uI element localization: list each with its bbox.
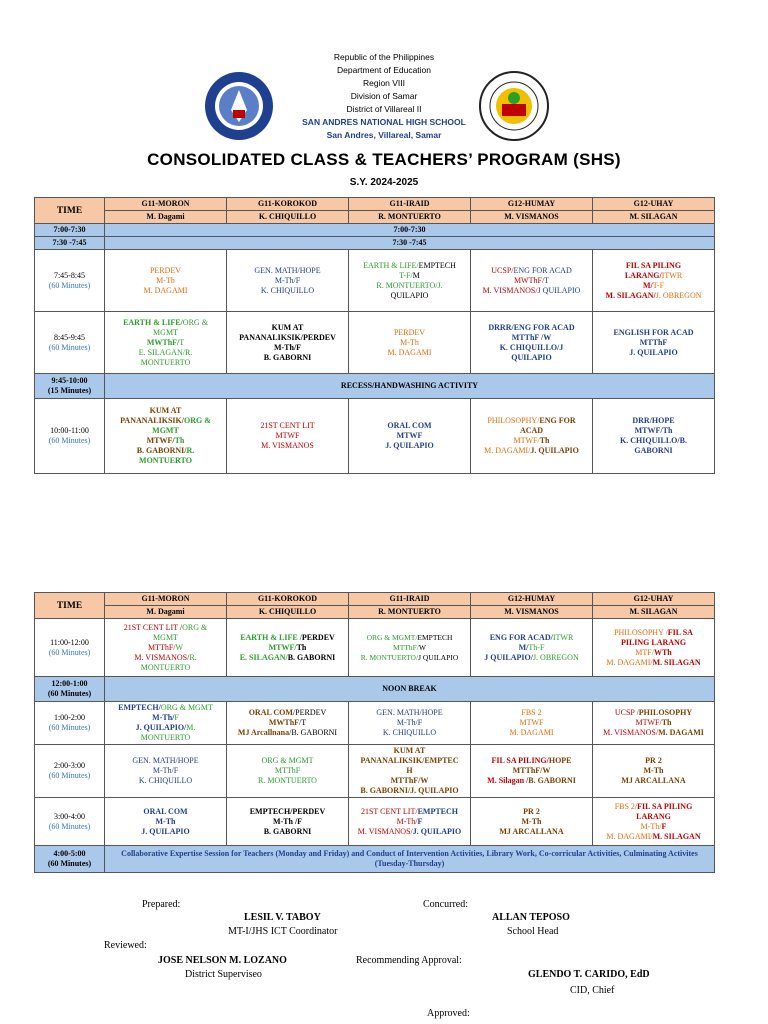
subject: FIL SA PILING — [625, 260, 682, 270]
teacher: M. VISMANOS/ — [357, 826, 413, 836]
days: Th — [539, 436, 550, 445]
teacher: R. — [186, 446, 195, 455]
days: T — [179, 337, 185, 347]
class-cell — [105, 619, 227, 677]
time-label: 4:00-5:00 — [53, 849, 86, 858]
teacher: GABORNI — [634, 446, 673, 455]
subject: PERDEV — [149, 265, 182, 275]
days: MTWF — [275, 431, 300, 440]
days: WTh — [653, 647, 672, 657]
time-cell — [35, 846, 105, 873]
subject: PHILOSOPHY/ — [487, 416, 540, 425]
subject: ORG & MGMT — [261, 756, 314, 765]
class-cell — [593, 702, 715, 745]
time-label: 3:00-4:00 — [53, 811, 86, 821]
reviewed-label: Reviewed: — [104, 940, 147, 951]
subject: EARTH & LIFE/ — [123, 317, 183, 327]
subject: ORG & — [183, 416, 211, 425]
subject: HOPE — [548, 756, 572, 765]
days: Th — [296, 642, 307, 652]
subject: ITWR — [552, 632, 574, 642]
teacher: M. VISMANOS/ — [134, 652, 190, 662]
header-line-3: Region VIII — [362, 78, 406, 88]
days: M-Th/F — [152, 766, 179, 775]
concurred-title: School Head — [507, 926, 559, 937]
class-cell — [349, 702, 471, 745]
class-cell — [471, 798, 593, 846]
teacher: K. CHIQUILLO/B. — [620, 436, 687, 445]
duration-label: (60 Minutes) — [48, 723, 91, 732]
days: MTThF/ — [147, 642, 176, 652]
teacher: MJ ARCALLANA — [499, 826, 564, 836]
class-cell — [593, 745, 715, 798]
time-cell: 7:00-7:30 — [35, 224, 105, 237]
section-header: G12-HUMAY — [471, 198, 593, 211]
days: MTWF — [396, 431, 423, 440]
days: MTThF/ — [393, 642, 419, 652]
time-cell — [35, 745, 105, 798]
class-cell — [105, 399, 227, 474]
teacher: R. MONTUERTO/ — [360, 652, 419, 662]
schedule-table-1 — [34, 197, 715, 474]
subject: MGMT — [153, 327, 178, 337]
subject: DRR/HOPE — [632, 416, 675, 425]
subject: GEN. MATH/HOPE — [376, 708, 443, 717]
duration-label: (60 Minutes) — [47, 689, 92, 698]
teacher: J. QUILAPIO — [141, 826, 190, 836]
time-label: 11:00-12:00 — [50, 637, 89, 647]
time-label: 10:00-11:00 — [50, 426, 89, 435]
class-cell — [105, 745, 227, 798]
teacher: M. SILAGAN — [652, 831, 701, 841]
teacher: R. — [189, 652, 197, 662]
adviser-header: R. MONTUERTO — [349, 606, 471, 619]
teacher: B. GABORNI/J. QUILAPIO — [360, 786, 459, 795]
subject: PANANALIKSIK/PERDEV — [239, 332, 336, 342]
teacher: MONTUERTO — [140, 733, 191, 742]
class-cell — [227, 798, 349, 846]
subject: PANANALIKSIK/ — [120, 416, 184, 425]
class-cell — [227, 312, 349, 374]
section-header: G11-IRAID — [349, 198, 471, 211]
days: M-Th/F — [396, 718, 423, 727]
teacher: E. SILAGAN/ — [138, 347, 185, 357]
teacher: J. QUILAPIO — [412, 826, 462, 836]
days: MTThF/W — [512, 766, 551, 775]
teacher: J QUILAPIO/ — [484, 652, 533, 662]
header-line-1: Republic of the Philippines — [333, 52, 435, 62]
time-label: 1:00-2:00 — [53, 713, 86, 722]
adviser-header: K. CHIQUILLO — [227, 606, 349, 619]
days: M-Th/ — [152, 713, 175, 722]
subject: ENG FOR ACAD — [513, 265, 572, 275]
school-year: S.Y. 2024-2025 — [349, 177, 419, 188]
class-cell — [227, 619, 349, 677]
teacher: QUILAPIO — [511, 352, 552, 362]
teacher: MONTUERTO — [139, 456, 192, 465]
class-cell — [105, 250, 227, 312]
class-cell — [105, 312, 227, 374]
class-cell — [593, 798, 715, 846]
teacher: M. DAGAMI — [509, 728, 554, 737]
class-cell — [471, 312, 593, 374]
duration-label: (60 Minutes) — [48, 436, 91, 445]
adviser-header: K. CHIQUILLO — [227, 211, 349, 224]
days: M-Th/F — [273, 342, 302, 352]
school-address: San Andres, Villareal, Samar — [326, 130, 442, 140]
time-cell — [35, 312, 105, 374]
section-header: G11-MORON — [105, 198, 227, 211]
subject: ORG & MGMT/ — [366, 632, 418, 642]
recommending-name: GLENDO T. CARIDO, EdD — [528, 969, 650, 980]
time-cell — [35, 702, 105, 745]
days: M-Th — [521, 816, 542, 826]
teacher: M. DAGAMI/ — [484, 446, 531, 455]
section-header: G12-HUMAY — [471, 593, 593, 606]
school-name: SAN ANDRES NATIONAL HIGH SCHOOL — [302, 117, 466, 127]
subject: ORG & — [182, 622, 208, 632]
teacher: M. DAGAMI — [658, 728, 704, 737]
adviser-header: M. SILAGAN — [593, 606, 715, 619]
days: Th-F — [528, 642, 545, 652]
days: MTWF/ — [146, 436, 175, 445]
noon-break-cell: NOON BREAK — [105, 677, 715, 702]
days: MTThF/W — [390, 776, 429, 785]
subject: EARTH & LIFE / — [240, 632, 302, 642]
recommending-label: Recommending Approval: — [356, 955, 462, 966]
teacher: R. MONTUERTO — [258, 776, 317, 785]
class-cell — [105, 798, 227, 846]
days: T — [544, 275, 550, 285]
days: MTWF/ — [635, 718, 662, 727]
duration-label: (60 Minutes) — [48, 342, 91, 352]
subject: ENG FOR ACAD/ — [489, 632, 553, 642]
teacher: B. GABORNI/ — [136, 446, 187, 455]
subject: 21ST CENT LIT — [260, 421, 315, 430]
section-header: G12-UHAY — [593, 198, 715, 211]
subject: FIL SA PILING — [637, 801, 693, 811]
subject: LARANG — [636, 811, 671, 821]
subject: PHILOSOPHY — [638, 708, 693, 717]
days: MTWF — [519, 718, 544, 727]
subject: H — [406, 766, 413, 775]
adviser-header: M. SILAGAN — [593, 211, 715, 224]
subject: FIL SA PILING/ — [491, 756, 549, 765]
duration-label: (15 Minutes) — [47, 386, 92, 395]
subject: ENG FOR — [539, 416, 576, 425]
schedule-table-2 — [34, 592, 715, 873]
subject: FBS 2 — [521, 708, 542, 717]
subject: MGMT — [153, 632, 178, 642]
subject: ORAL COM/ — [248, 708, 296, 717]
school-seal-logo — [478, 70, 550, 142]
teacher: M. — [186, 723, 196, 732]
days: T-F/ — [399, 270, 413, 280]
duration-label: (60 Minutes) — [47, 859, 92, 868]
subject: EMPTECH — [417, 632, 453, 642]
teacher: M. VISMANOS — [261, 441, 314, 450]
days: MTWF/ — [513, 436, 540, 445]
header-block — [0, 51, 768, 142]
duration-label: (60 Minutes) — [48, 821, 91, 831]
days: M-Th — [156, 275, 175, 285]
days: MTThF /W — [511, 332, 552, 342]
subject: GEN. MATH/HOPE — [132, 756, 199, 765]
section-header: G12-UHAY — [593, 593, 715, 606]
duration-label: (60 Minutes) — [48, 771, 91, 780]
subject: PERDEV — [301, 632, 335, 642]
subject: EMPTECH — [417, 806, 459, 816]
subject: KUM AT — [271, 322, 304, 332]
teacher: B. GABORNI — [287, 652, 336, 662]
class-cell — [349, 798, 471, 846]
subject: KUM AT — [393, 746, 426, 755]
days: F — [174, 713, 179, 722]
days: M-Th — [155, 816, 176, 826]
teacher: M. DAGAMI — [143, 285, 188, 295]
teacher: MONTUERTO — [140, 357, 191, 367]
duration-label: (60 Minutes) — [48, 280, 91, 290]
teacher: J. QUILAPIO — [629, 347, 678, 357]
section-header: G11-IRAID — [349, 593, 471, 606]
days: M-Th/F — [274, 275, 301, 285]
teacher: MJ ARCALLANA — [621, 776, 686, 785]
teacher: M. Silagan / — [487, 776, 529, 785]
days: M-Th /F — [272, 816, 303, 826]
teacher: K. CHIQUILLO — [138, 776, 193, 785]
teacher: B. GABORNI — [263, 352, 312, 362]
subject: ORAL COM — [387, 421, 432, 430]
teacher: K. CHIQUILLO — [382, 728, 437, 737]
subject: ENGLISH FOR ACAD — [613, 327, 694, 337]
adviser-header: M. VISMANOS — [471, 606, 593, 619]
days: M-Th/ — [640, 821, 662, 831]
reviewed-title: District Superviseo — [185, 969, 262, 980]
approved-label: Approved: — [427, 1008, 470, 1019]
days: MTWF/Th — [634, 426, 673, 435]
days: M-Th/ — [396, 816, 418, 826]
time-label: 12:00-1:00 — [51, 679, 88, 688]
class-cell — [471, 250, 593, 312]
time-cell: 7:30 -7:45 — [35, 237, 105, 250]
subject: 21ST CENT LIT/ — [360, 806, 418, 816]
teacher: MJ Arcallnana/ — [237, 728, 292, 737]
teacher: M. SILAGAN/ — [605, 290, 656, 300]
prepared-name: LESIL V. TABOY — [244, 912, 321, 923]
section-header: G11-MORON — [105, 593, 227, 606]
adviser-header: R. MONTUERTO — [349, 211, 471, 224]
teacher: K. CHIQUILLO/J — [499, 342, 564, 352]
prepared-title: MT-I/JHS ICT Coordinator — [228, 926, 338, 937]
teacher: M. VISMANOS/ — [603, 728, 659, 737]
days: W — [418, 642, 426, 652]
class-cell — [471, 745, 593, 798]
subject: PILING LARANG — [620, 637, 687, 647]
section-header: G11-KOROKOD — [227, 198, 349, 211]
subject: MGMT — [152, 426, 179, 435]
class-cell — [105, 702, 227, 745]
teacher: R. — [184, 347, 193, 357]
class-cell — [227, 399, 349, 474]
duration-label: (60 Minutes) — [48, 647, 91, 657]
deped-seal-logo — [203, 70, 275, 142]
class-cell — [471, 702, 593, 745]
teacher: J. QUILAPIO/ — [135, 723, 187, 732]
teacher: B. GABORNI — [263, 826, 312, 836]
subject: KUM AT — [149, 406, 182, 415]
time-label: 9:45-10:00 — [51, 376, 88, 385]
adviser-header: M. Dagami — [105, 211, 227, 224]
class-cell — [227, 745, 349, 798]
adviser-header: M. VISMANOS — [471, 211, 593, 224]
class-cell — [593, 619, 715, 677]
teacher: J QUILAPIO — [418, 652, 459, 662]
teacher: M. DAGAMI — [387, 347, 432, 357]
header-line-4: Division of Samar — [350, 91, 418, 101]
teacher: J. QUILAPIO — [385, 441, 434, 450]
subject: EMPTECH/ — [118, 703, 161, 712]
time-cell — [35, 374, 105, 399]
class-cell — [593, 399, 715, 474]
subject: ITWR — [661, 270, 683, 280]
recess-cell: RECESS/HANDWASHING ACTIVITY — [105, 374, 715, 399]
days: T-F — [652, 280, 665, 290]
days: M/ — [518, 642, 529, 652]
subject: ORG & MGMT — [160, 703, 213, 712]
teacher: J. OBREGON — [655, 290, 702, 300]
days: M — [412, 270, 420, 280]
teacher: B. GABORNI — [291, 728, 338, 737]
days: MTThF — [639, 337, 668, 347]
class-cell — [593, 312, 715, 374]
subject: GEN. MATH/HOPE — [254, 265, 321, 275]
subject: PHILOSOPHY / — [614, 627, 668, 637]
section-header: G11-KOROKOD — [227, 593, 349, 606]
time-cell — [35, 619, 105, 677]
subject: PR 2 — [523, 806, 540, 816]
class-cell — [349, 312, 471, 374]
time-cell — [35, 250, 105, 312]
time-header: TIME — [35, 593, 105, 619]
days: Th — [661, 718, 672, 727]
subject: PERDEV — [295, 708, 327, 717]
subject: EMPTECH/PERDEV — [249, 806, 326, 816]
class-cell — [471, 619, 593, 677]
time-label: 8:45-9:45 — [53, 332, 86, 342]
activity-cell: Collaborative Expertise Session for Teachers (Monday and Friday) and Conduct of Intervention Activities, Library Work, Co-corricular Activities, Culminating Activites (Tuesday-Thursday) — [105, 846, 715, 873]
subject: EMPTECH — [418, 260, 456, 270]
subject: PERDEV — [393, 327, 426, 337]
time-header: TIME — [35, 198, 105, 224]
time-label: 7:45-8:45 — [53, 270, 86, 280]
teacher: M. SILAGAN — [652, 657, 701, 667]
time-cell — [35, 399, 105, 474]
teacher: MONTUERTO — [140, 662, 191, 672]
recommending-title: CID, Chief — [570, 985, 615, 996]
days: MTF/ — [635, 647, 654, 657]
teacher: R. MONTUERTO/J. — [376, 280, 443, 290]
subject: ORG & — [182, 317, 208, 327]
page-title: CONSOLIDATED CLASS & TEACHERS’ PROGRAM (SHS) — [147, 150, 621, 169]
time-label: 2:00-3:00 — [53, 761, 86, 770]
days: W — [175, 642, 184, 652]
days: M/ — [642, 280, 653, 290]
span-cell: 7:00-7:30 — [105, 224, 715, 237]
days: MTWF/ — [268, 642, 297, 652]
days: F — [661, 821, 667, 831]
teacher: B. GABORNI — [528, 776, 576, 785]
days: M-Th — [643, 766, 664, 775]
concurred-label: Concurred: — [423, 899, 468, 910]
class-cell — [349, 745, 471, 798]
prepared-label: Prepared: — [142, 899, 181, 910]
span-cell: 7:30 -7:45 — [105, 237, 715, 250]
subject: ORAL COM — [143, 806, 188, 816]
teacher: M. VISMANOS/ — [482, 285, 538, 295]
teacher: QUILAPIO — [390, 290, 429, 300]
days: T — [301, 718, 307, 727]
reviewed-name: JOSE NELSON M. LOZANO — [158, 955, 287, 966]
teacher: J. OBREGON — [532, 652, 579, 662]
days: M-Th — [400, 337, 419, 347]
class-cell — [349, 250, 471, 312]
class-cell — [227, 702, 349, 745]
subject: FBS 2/ — [614, 801, 638, 811]
class-cell — [349, 619, 471, 677]
subject: DRRR/ENG FOR ACAD — [488, 322, 575, 332]
class-cell — [349, 399, 471, 474]
subject: FIL SA — [667, 627, 693, 637]
teacher: J. QUILAPIO — [530, 446, 579, 455]
class-cell — [471, 399, 593, 474]
class-cell — [593, 250, 715, 312]
days: MWThF/ — [268, 718, 302, 727]
teacher: M. DAGAMI/ — [606, 831, 653, 841]
concurred-name: ALLAN TEPOSO — [492, 912, 570, 923]
teacher: E. SILAGAN/ — [239, 652, 288, 662]
subject: UCSP/ — [491, 265, 514, 275]
subject: EARTH & LIFE/ — [363, 260, 419, 270]
days: F — [417, 816, 423, 826]
days: Th — [174, 436, 185, 445]
subject: PR 2 — [645, 756, 662, 765]
days: MWThF/ — [513, 275, 545, 285]
subject: PANANALIKSIK/EMPTEC — [360, 756, 459, 765]
days: MTThF — [274, 766, 301, 775]
subject: ACAD — [519, 426, 544, 435]
header-line-5: District of Villareal II — [346, 104, 422, 114]
teacher: M. DAGAMI/ — [606, 657, 653, 667]
subject: LARANG/ — [624, 270, 662, 280]
header-line-2: Department of Education — [336, 65, 432, 75]
teacher: K. CHIQUILLO — [260, 285, 315, 295]
time-cell — [35, 677, 105, 702]
subject: 21ST CENT LIT / — [123, 622, 183, 632]
teacher: J QUILAPIO — [537, 285, 581, 295]
time-cell — [35, 798, 105, 846]
subject: UCSP / — [614, 708, 639, 717]
class-cell — [227, 250, 349, 312]
days: MWThF/ — [146, 337, 180, 347]
adviser-header: M. Dagami — [105, 606, 227, 619]
